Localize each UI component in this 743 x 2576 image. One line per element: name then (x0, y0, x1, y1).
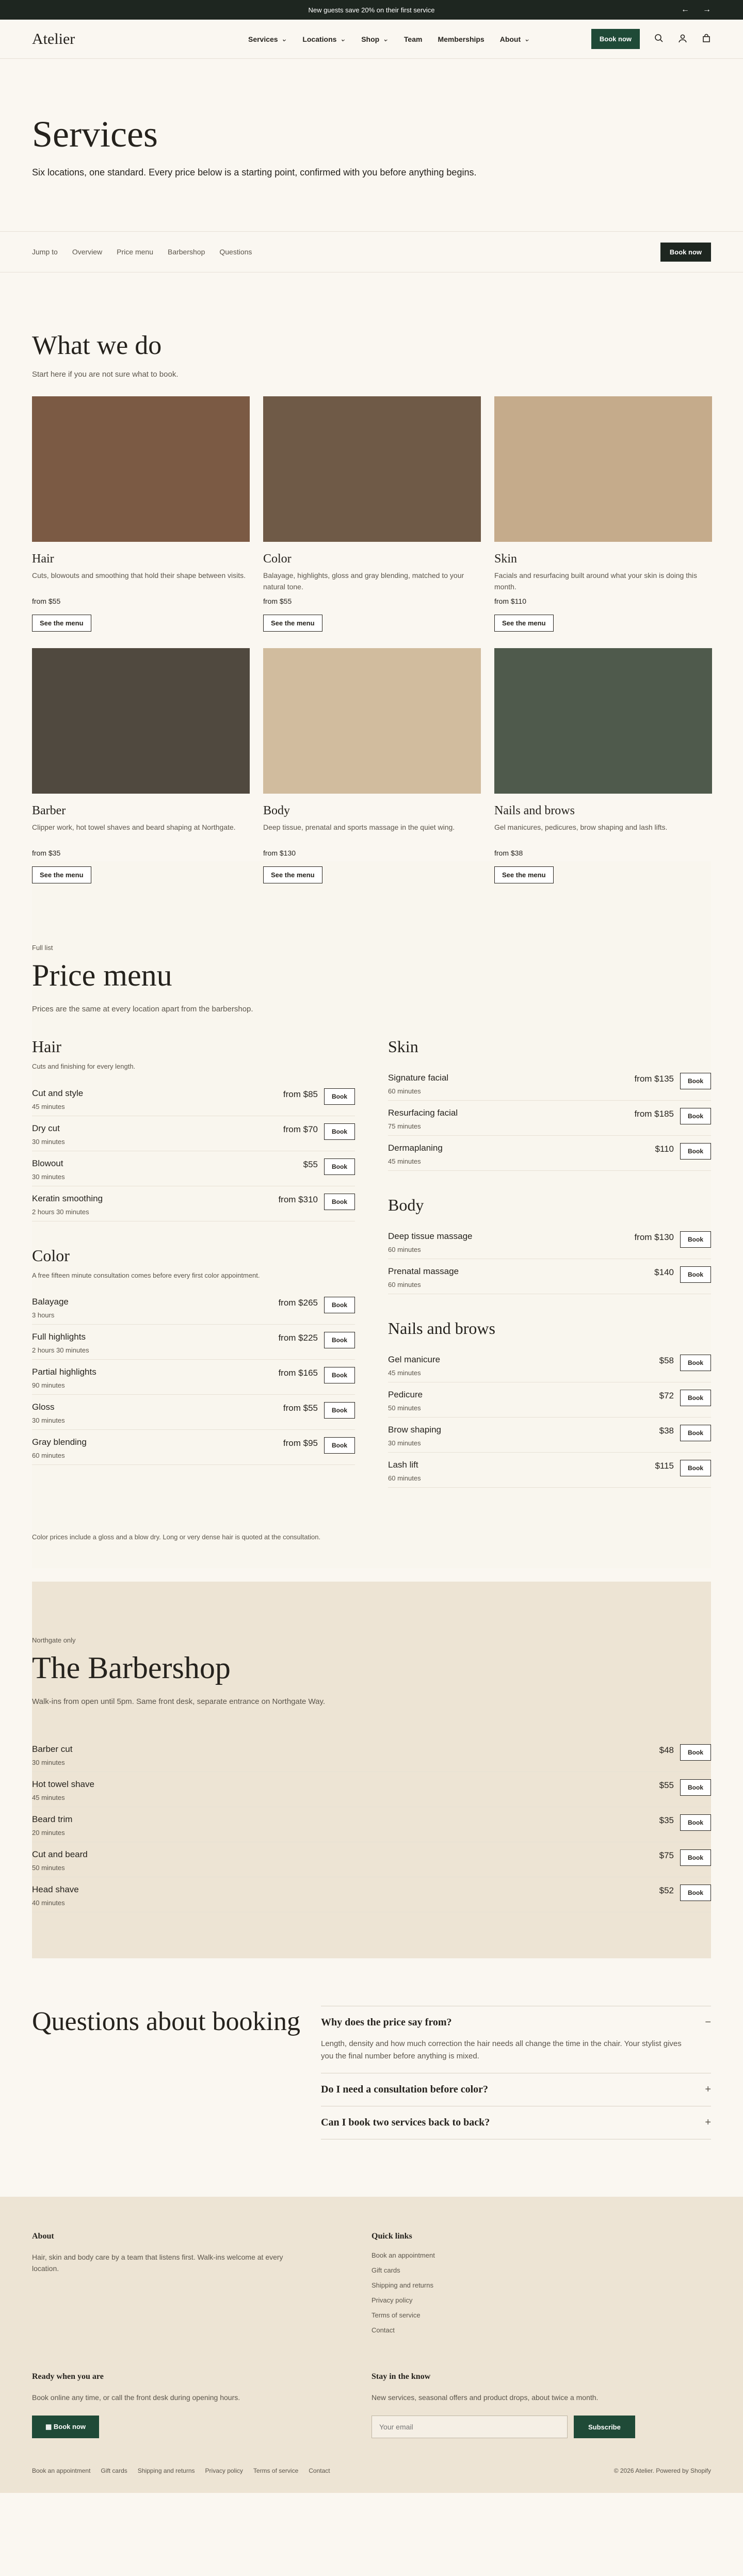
price-row (32, 1116, 355, 1151)
service-image (494, 648, 712, 794)
page-title: Services (32, 114, 158, 155)
jump-nav (0, 231, 743, 272)
service-price: from $265 (278, 1298, 318, 1308)
category-title: Nails and brows (388, 1319, 495, 1338)
service-price: $55 (659, 1780, 674, 1790)
service-price: from $95 (283, 1438, 318, 1448)
eyebrow: Full list (32, 944, 53, 952)
book-button[interactable]: Book (680, 1849, 711, 1866)
service-name-block (32, 1194, 278, 1216)
price-row (388, 1136, 711, 1171)
site-header (0, 20, 743, 59)
book-button[interactable]: Book (680, 1231, 711, 1248)
price-row (32, 1430, 355, 1465)
section-subtitle: Walk-ins from open until 5pm. Same front desk, separate entrance on Northgate Way. (32, 1697, 326, 1706)
hero (0, 59, 743, 231)
book-button[interactable]: Book (680, 1425, 711, 1441)
book-button[interactable]: Book (680, 1355, 711, 1371)
copyright: © 2026 Atelier. Powered by Shopify (613, 2467, 711, 2474)
service-name: Beard trim (32, 1814, 73, 1824)
bottom-links (32, 2467, 330, 2474)
service-duration: 60 minutes (32, 1452, 65, 1459)
jump-book-button[interactable]: Book now (660, 243, 711, 262)
footer-heading: Quick links (372, 2232, 412, 2241)
service-price: $38 (659, 1426, 674, 1436)
footer-about-text: Hair, skin and body care by a team that listens first. Walk-ins welcome at every location. (32, 2253, 283, 2273)
subscribe-button[interactable]: Subscribe (574, 2416, 635, 2438)
service-price: from $185 (634, 1109, 674, 1119)
service-card (494, 396, 712, 632)
service-name: Gel manicure (388, 1355, 441, 1364)
service-name-block (32, 1885, 659, 1907)
service-name: Signature facial (388, 1073, 449, 1083)
book-button[interactable]: Book (680, 1266, 711, 1283)
service-duration: 20 minutes (32, 1829, 65, 1837)
service-price: from $130 (634, 1232, 674, 1242)
service-card (263, 396, 481, 632)
card-title: Hair (32, 552, 54, 566)
price-note: Color prices include a gloss and a blow dry. Long or very dense hair is quoted at the consultation. (32, 1533, 321, 1541)
book-button[interactable]: Book (324, 1088, 355, 1105)
card-description: Deep tissue, prenatal and sports massage in the quiet wing. (263, 823, 455, 831)
service-duration: 2 hours 30 minutes (32, 1208, 89, 1216)
book-button[interactable]: Book (680, 1460, 711, 1476)
card-price: from $35 (32, 849, 61, 857)
see-menu-button[interactable]: See the menu (263, 615, 322, 632)
service-price: $75 (659, 1850, 674, 1860)
bottom-link[interactable]: Privacy policy (205, 2467, 243, 2474)
service-name: Balayage (32, 1297, 69, 1307)
card-title: Color (263, 552, 292, 566)
price-row (388, 1259, 711, 1294)
nav-about[interactable]: About ⌄ (499, 35, 530, 43)
service-name-block (388, 1108, 634, 1130)
price-row (32, 1737, 711, 1772)
category-description: A free fifteen minute consultation comes before every first color appointment. (32, 1271, 260, 1279)
see-menu-button[interactable]: See the menu (32, 866, 91, 883)
prev-arrow-icon[interactable]: ← (681, 5, 689, 14)
book-button[interactable]: Book (324, 1367, 355, 1383)
quick-links (372, 2251, 711, 2334)
jump-link-price-menu[interactable]: Price menu (117, 248, 153, 256)
price-row (32, 1151, 355, 1186)
service-name: Brow shaping (388, 1425, 442, 1435)
service-price: from $310 (278, 1194, 318, 1204)
service-name: Blowout (32, 1158, 63, 1168)
service-card (494, 648, 712, 883)
nav-shop[interactable]: Shop ⌄ (361, 35, 389, 43)
service-price: $115 (655, 1461, 674, 1471)
service-name: Cut and beard (32, 1849, 88, 1859)
price-row (388, 1101, 711, 1136)
card-price: from $55 (263, 597, 292, 605)
service-name-block (32, 1158, 303, 1181)
service-image (32, 396, 250, 542)
section-subtitle: Start here if you are not sure what to book. (32, 370, 179, 379)
book-button[interactable]: Book (680, 1779, 711, 1796)
quick-link[interactable]: Privacy policy (372, 2296, 413, 2304)
jump-label: Jump to (32, 248, 58, 256)
service-image (32, 648, 250, 794)
card-title: Nails and brows (494, 804, 575, 817)
announcement-text: New guests save 20% on their first service (308, 6, 435, 14)
bottom-link[interactable]: Book an appointment (32, 2467, 91, 2474)
eyebrow: Northgate only (32, 1636, 76, 1644)
price-row (32, 1842, 711, 1877)
logo[interactable]: Atelier (32, 30, 75, 47)
service-price: $35 (659, 1815, 674, 1825)
nav-team[interactable]: Team (403, 35, 423, 43)
footer-book-button[interactable]: ▦ Book now (32, 2416, 99, 2438)
category-title: Skin (388, 1037, 418, 1056)
card-description: Balayage, highlights, gloss and gray blending, matched to your natural tone. (263, 571, 464, 591)
card-price: from $130 (263, 849, 296, 857)
bottom-link[interactable]: Terms of service (253, 2467, 299, 2474)
service-name-block (32, 1088, 283, 1110)
card-title: Body (263, 804, 290, 817)
jump-link-barbershop[interactable]: Barbershop (167, 248, 205, 256)
footer-heading: Stay in the know (372, 2372, 431, 2381)
book-button[interactable]: Book (680, 1073, 711, 1089)
service-name-block (388, 1425, 659, 1447)
service-price: $110 (655, 1144, 674, 1154)
see-menu-button[interactable]: See the menu (494, 615, 554, 632)
service-price: $55 (303, 1159, 318, 1169)
book-button[interactable]: Book (324, 1402, 355, 1419)
footer-ready-text: Book online any time, or call the front desk during opening hours. (32, 2393, 240, 2402)
book-button[interactable]: Book (324, 1123, 355, 1140)
category-title: Hair (32, 1037, 61, 1056)
service-name: Full highlights (32, 1332, 86, 1342)
book-button[interactable]: Book (680, 1143, 711, 1160)
service-name-block (32, 1297, 278, 1319)
service-image (494, 396, 712, 542)
service-duration: 90 minutes (32, 1381, 65, 1389)
price-column-right (388, 1037, 711, 1512)
service-name: Resurfacing facial (388, 1108, 458, 1118)
faq-question: Why does the price say from? (321, 2017, 452, 2028)
price-row (388, 1066, 711, 1101)
price-row (388, 1224, 711, 1259)
service-price: from $135 (634, 1074, 674, 1084)
card-description: Cuts, blowouts and smoothing that hold their shape between visits. (32, 571, 246, 579)
service-name: Prenatal massage (388, 1266, 459, 1276)
see-menu-button[interactable]: See the menu (32, 615, 91, 632)
price-column-left (32, 1037, 355, 1512)
service-image (263, 396, 481, 542)
service-duration: 30 minutes (32, 1759, 65, 1766)
bottom-link[interactable]: Gift cards (101, 2467, 127, 2474)
service-name-block (388, 1390, 659, 1412)
service-duration: 50 minutes (388, 1404, 421, 1412)
book-button[interactable]: Book (324, 1158, 355, 1175)
service-name-block (32, 1849, 659, 1872)
card-price: from $55 (32, 597, 61, 605)
overview-section (0, 272, 743, 879)
section-title: Questions about booking (32, 2007, 300, 2036)
book-button[interactable]: Book (680, 1885, 711, 1901)
book-button[interactable]: Book (680, 1108, 711, 1124)
price-row (32, 1081, 355, 1116)
card-title: Barber (32, 804, 66, 817)
service-duration: 30 minutes (32, 1416, 65, 1424)
service-duration: 30 minutes (388, 1439, 421, 1447)
service-name-block (32, 1123, 283, 1146)
service-name: Cut and style (32, 1088, 84, 1098)
service-name: Dry cut (32, 1123, 60, 1133)
service-duration: 45 minutes (388, 1369, 421, 1377)
service-card (263, 648, 481, 883)
quick-link[interactable]: Gift cards (372, 2266, 400, 2274)
chevron-down-icon: ⌄ (382, 35, 389, 43)
footer-news-text: New services, seasonal offers and product drops, about twice a month. (372, 2393, 599, 2402)
next-arrow-icon[interactable]: → (703, 5, 711, 14)
price-row (388, 1347, 711, 1382)
price-category (388, 1196, 711, 1294)
faq-answer: Length, density and how much correction the hair needs all change the time in the chair. Your stylist gives you the final number before anything is mixed. (321, 2039, 682, 2060)
header-book-button[interactable]: Book now (591, 29, 640, 49)
quick-link[interactable]: Contact (372, 2326, 395, 2334)
service-name-block (388, 1266, 654, 1289)
collapse-icon[interactable]: − (705, 2017, 711, 2028)
service-duration: 45 minutes (388, 1157, 421, 1165)
faq-item[interactable] (321, 2106, 711, 2139)
price-row (388, 1418, 711, 1453)
card-description: Gel manicures, pedicures, brow shaping and lash lifts. (494, 823, 668, 831)
jump-link-questions[interactable]: Questions (219, 248, 252, 256)
calendar-icon: ▦ (45, 2423, 54, 2431)
service-price: $48 (659, 1745, 674, 1755)
footer-heading: About (32, 2232, 54, 2241)
service-duration: 30 minutes (32, 1172, 65, 1181)
bottom-link[interactable]: Contact (309, 2467, 330, 2474)
service-price: $140 (654, 1267, 674, 1277)
service-duration: 75 minutes (388, 1122, 421, 1130)
service-duration: 40 minutes (32, 1899, 65, 1907)
cart-icon[interactable] (702, 34, 711, 44)
service-image (263, 648, 481, 794)
card-description: Clipper work, hot towel shaves and beard shaping at Northgate. (32, 823, 236, 831)
faq-item[interactable] (321, 2006, 711, 2073)
price-category (388, 1319, 711, 1488)
service-price: from $85 (283, 1089, 318, 1099)
faq-item[interactable] (321, 2073, 711, 2106)
card-price: from $38 (494, 849, 523, 857)
service-name: Hot towel shave (32, 1779, 94, 1789)
nav-locations[interactable]: Locations ⌄ (302, 35, 346, 43)
service-name: Dermaplaning (388, 1143, 443, 1153)
service-price: $58 (659, 1356, 674, 1365)
price-category (32, 1246, 355, 1466)
price-row (32, 1290, 355, 1325)
chevron-down-icon: ⌄ (524, 35, 530, 43)
price-category (388, 1037, 711, 1171)
price-category (32, 1037, 355, 1221)
service-name-block (32, 1367, 278, 1389)
chevron-down-icon: ⌄ (340, 35, 346, 43)
service-duration: 45 minutes (32, 1794, 65, 1801)
faq-list (300, 2006, 711, 2197)
price-row (32, 1877, 711, 1912)
expand-icon[interactable]: + (705, 2084, 711, 2095)
service-name-block (388, 1460, 655, 1482)
footer (0, 2197, 743, 2493)
main-nav (187, 35, 591, 43)
account-icon[interactable] (678, 34, 687, 44)
service-name-block (32, 1332, 278, 1354)
chevron-down-icon: ⌄ (281, 35, 287, 43)
service-name-block (388, 1143, 655, 1165)
service-name: Barber cut (32, 1744, 73, 1754)
service-duration: 30 minutes (32, 1137, 65, 1146)
service-price: $52 (659, 1886, 674, 1895)
section-subtitle: Prices are the same at every location apart from the barbershop. (32, 1005, 253, 1013)
service-price: from $225 (278, 1333, 318, 1343)
faq-question: Can I book two services back to back? (321, 2117, 490, 2128)
book-button[interactable]: Book (680, 1390, 711, 1406)
service-price: $72 (659, 1391, 674, 1400)
price-row (388, 1382, 711, 1418)
jump-link-overview[interactable]: Overview (72, 248, 103, 256)
book-button[interactable]: Book (324, 1297, 355, 1313)
faq-section (0, 1958, 743, 2197)
price-row (32, 1360, 355, 1395)
service-name: Keratin smoothing (32, 1193, 103, 1203)
service-duration: 60 minutes (388, 1246, 421, 1253)
service-duration: 45 minutes (32, 1102, 65, 1110)
see-menu-button[interactable]: See the menu (263, 866, 322, 883)
service-name-block (388, 1231, 634, 1253)
footer-heading: Ready when you are (32, 2372, 104, 2381)
category-title: Color (32, 1246, 70, 1265)
category-title: Body (388, 1196, 424, 1214)
service-card (32, 648, 250, 883)
service-name-block (32, 1779, 659, 1801)
barber-list (32, 1737, 711, 1912)
service-name-block (32, 1437, 283, 1459)
service-name: Gray blending (32, 1437, 87, 1447)
section-title: The Barbershop (32, 1651, 231, 1685)
search-icon[interactable] (654, 34, 664, 44)
hero-subtitle: Six locations, one standard. Every price below is a starting point, confirmed with you before anything begins. (32, 167, 477, 178)
see-menu-button[interactable]: See the menu (494, 866, 554, 883)
section-title: What we do (32, 331, 162, 360)
service-grid (32, 396, 711, 883)
price-row (32, 1807, 711, 1842)
barbershop-section (32, 1582, 711, 1958)
faq-question: Do I need a consultation before color? (321, 2084, 489, 2095)
price-row (32, 1772, 711, 1807)
book-button[interactable]: Book (324, 1437, 355, 1454)
service-name-block (388, 1073, 634, 1095)
price-menu-section (32, 861, 711, 1568)
service-name-block (32, 1744, 659, 1766)
service-duration: 50 minutes (32, 1864, 65, 1872)
section-title: Price menu (32, 958, 172, 992)
quick-link[interactable]: Terms of service (372, 2311, 421, 2319)
service-card (32, 396, 250, 632)
service-duration: 60 minutes (388, 1281, 421, 1289)
nav-memberships[interactable]: Memberships (438, 35, 484, 43)
service-duration: 60 minutes (388, 1474, 421, 1482)
service-name: Lash lift (388, 1460, 418, 1470)
service-name-block (32, 1814, 659, 1837)
service-name: Partial highlights (32, 1367, 96, 1377)
service-name: Head shave (32, 1885, 79, 1894)
book-button[interactable]: Book (680, 1744, 711, 1761)
announcement-bar (0, 0, 743, 20)
quick-link[interactable]: Book an appointment (372, 2251, 435, 2259)
email-field[interactable] (372, 2416, 568, 2438)
nav-services[interactable]: Services ⌄ (248, 35, 287, 43)
service-name-block (388, 1355, 659, 1377)
service-price: from $70 (283, 1124, 318, 1134)
book-button[interactable]: Book (324, 1332, 355, 1348)
quick-link[interactable]: Shipping and returns (372, 2281, 433, 2289)
category-description: Cuts and finishing for every length. (32, 1062, 136, 1070)
card-description: Facials and resurfacing built around what your skin is doing this month. (494, 571, 697, 591)
price-row (388, 1453, 711, 1488)
service-name-block (32, 1402, 283, 1424)
book-button[interactable]: Book (680, 1814, 711, 1831)
service-name: Deep tissue massage (388, 1231, 473, 1241)
card-title: Skin (494, 552, 518, 566)
price-row (32, 1325, 355, 1360)
service-duration: 3 hours (32, 1311, 55, 1319)
price-row (32, 1186, 355, 1221)
bottom-link[interactable]: Shipping and returns (137, 2467, 195, 2474)
expand-icon[interactable]: + (705, 2117, 711, 2128)
book-button[interactable]: Book (324, 1194, 355, 1210)
service-name: Gloss (32, 1402, 55, 1412)
service-duration: 60 minutes (388, 1087, 421, 1095)
card-price: from $110 (494, 597, 526, 605)
service-price: from $55 (283, 1403, 318, 1413)
service-name: Pedicure (388, 1390, 423, 1399)
service-duration: 2 hours 30 minutes (32, 1346, 89, 1354)
service-price: from $165 (278, 1368, 318, 1378)
price-row (32, 1395, 355, 1430)
